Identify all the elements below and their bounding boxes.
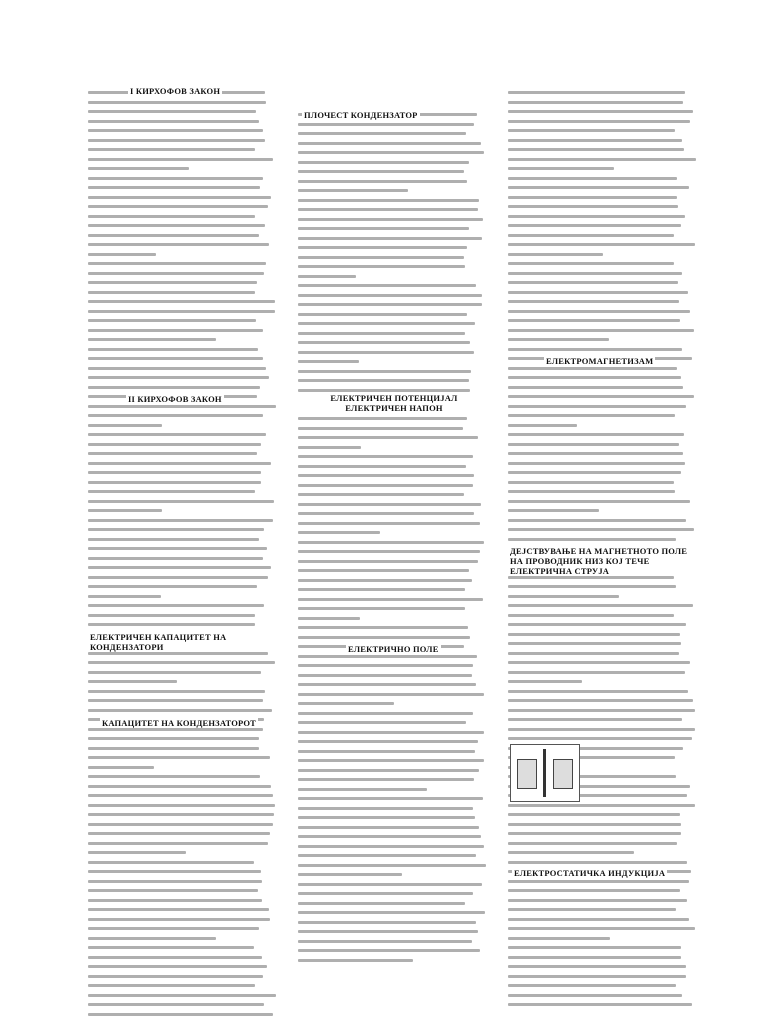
- body-text-line: [88, 335, 276, 345]
- body-text-line: [88, 155, 276, 165]
- body-text-line: [298, 471, 486, 481]
- body-text-line: [88, 563, 276, 573]
- body-text-line: [88, 478, 276, 488]
- body-text-line: [88, 297, 276, 307]
- body-text-line: [298, 234, 486, 244]
- body-text-line: [508, 297, 696, 307]
- body-text-line: [298, 205, 486, 215]
- body-text-line: [508, 924, 696, 934]
- body-text-line: [88, 782, 276, 792]
- body-text-line: [88, 801, 276, 811]
- column-3: [508, 0, 696, 1024]
- body-text-line: [298, 956, 486, 966]
- body-text-line: [88, 430, 276, 440]
- body-text-line: [298, 196, 486, 206]
- body-text-line: [508, 174, 696, 184]
- body-text-line: [88, 848, 276, 858]
- body-text-line: [88, 981, 276, 991]
- body-text-line: [508, 221, 696, 231]
- body-text-line: [298, 623, 486, 633]
- body-text-line: [298, 946, 486, 956]
- body-text-line: [508, 459, 696, 469]
- body-text-line: [88, 791, 276, 801]
- body-text-line: [508, 848, 696, 858]
- body-text-line: [508, 259, 696, 269]
- body-text-line: [298, 633, 486, 643]
- body-text-line: [508, 991, 696, 1001]
- body-text-line: [298, 851, 486, 861]
- body-text-line: [508, 601, 696, 611]
- body-text-line: [298, 785, 486, 795]
- body-text-line: [88, 126, 276, 136]
- body-text-line: [298, 595, 486, 605]
- body-text-line: [508, 250, 696, 260]
- body-text-line: [88, 991, 276, 1001]
- body-text-line: [88, 943, 276, 953]
- body-text-line: [298, 528, 486, 538]
- body-text-line: [88, 962, 276, 972]
- body-text-line: [298, 167, 486, 177]
- body-text-line: [298, 832, 486, 842]
- body-text-line: [88, 772, 276, 782]
- body-text-line: [508, 145, 696, 155]
- body-text-line: [88, 867, 276, 877]
- body-text-line: [298, 690, 486, 700]
- body-text-line: [298, 509, 486, 519]
- body-text-line: [508, 592, 696, 602]
- body-text-line: [508, 1000, 696, 1010]
- body-text-line: [88, 174, 276, 184]
- body-text-line: [508, 107, 696, 117]
- body-text-line: [508, 687, 696, 697]
- body-text-line: [88, 573, 276, 583]
- body-text-line: [298, 880, 486, 890]
- body-text-line: [508, 392, 696, 402]
- body-text-line: [508, 972, 696, 982]
- body-text-line: [88, 620, 276, 630]
- body-text-line: [508, 269, 696, 279]
- body-text-line: [508, 620, 696, 630]
- body-text-line: [298, 557, 486, 567]
- body-text-line: [88, 611, 276, 621]
- body-text-line: [88, 706, 276, 716]
- body-text-line: [298, 433, 486, 443]
- body-text-line: [88, 383, 276, 393]
- body-text-line: [508, 440, 696, 450]
- body-text-line: [508, 611, 696, 621]
- body-text-line: [508, 288, 696, 298]
- body-text-line: [298, 899, 486, 909]
- body-text-line: [88, 98, 276, 108]
- column-2-text: [298, 0, 486, 965]
- body-text-line: [298, 661, 486, 671]
- body-text-line: [298, 319, 486, 329]
- body-text-line: [508, 411, 696, 421]
- body-text-line: [508, 126, 696, 136]
- body-text-line: [298, 937, 486, 947]
- body-text-line: [508, 478, 696, 488]
- body-text-line: [508, 696, 696, 706]
- body-text-line: [298, 604, 486, 614]
- body-text-line: [88, 221, 276, 231]
- body-text-line: [298, 462, 486, 472]
- body-text-line: [298, 129, 486, 139]
- column-2: [298, 0, 486, 1024]
- body-text-line: [88, 601, 276, 611]
- body-text-line: [88, 278, 276, 288]
- body-text-line: [508, 582, 696, 592]
- body-text-line: [88, 202, 276, 212]
- body-text-line: [298, 728, 486, 738]
- body-text-line: [88, 753, 276, 763]
- body-text-line: [508, 307, 696, 317]
- body-text-line: [298, 614, 486, 624]
- body-text-line: [88, 307, 276, 317]
- body-text-line: [88, 231, 276, 241]
- body-text-line: [298, 243, 486, 253]
- body-text-line: [508, 953, 696, 963]
- heading-kirchhoff-2: II КИРХОФОВ ЗАКОН: [128, 394, 222, 404]
- body-text-line: [508, 373, 696, 383]
- body-text-line: [298, 414, 486, 424]
- body-text-line: [508, 202, 696, 212]
- body-text-line: [508, 98, 696, 108]
- body-text-line: [508, 858, 696, 868]
- body-text-line: [298, 490, 486, 500]
- body-text-line: [88, 487, 276, 497]
- body-text-line: [88, 915, 276, 925]
- body-text-line: [88, 288, 276, 298]
- heading-capacitance: ЕЛЕКТРИЧЕН КАПАЦИТЕТ НА КОНДЕНЗАТОРИ: [88, 632, 276, 652]
- body-text-line: [508, 497, 696, 507]
- body-text-line: [508, 183, 696, 193]
- body-text-line: [508, 430, 696, 440]
- body-text-line: [88, 193, 276, 203]
- body-text-line: [88, 582, 276, 592]
- body-text-line: [508, 915, 696, 925]
- body-text-line: [88, 696, 276, 706]
- body-text-line: [508, 155, 696, 165]
- body-text-line: [88, 107, 276, 117]
- body-text-line: [508, 231, 696, 241]
- body-text-line: [88, 411, 276, 421]
- body-text-line: [298, 918, 486, 928]
- body-text-line: [88, 763, 276, 773]
- body-text-line: [508, 316, 696, 326]
- body-text-line: [508, 905, 696, 915]
- body-text-line: [298, 158, 486, 168]
- body-text-line: [508, 506, 696, 516]
- body-text-line: [88, 259, 276, 269]
- body-text-line: [508, 668, 696, 678]
- body-text-line: [298, 823, 486, 833]
- body-text-line: [508, 839, 696, 849]
- body-text-line: [298, 538, 486, 548]
- body-text-line: [88, 145, 276, 155]
- body-text-line: [298, 329, 486, 339]
- body-text-line: [508, 117, 696, 127]
- body-text-line: [88, 316, 276, 326]
- body-text-line: [88, 269, 276, 279]
- body-text-line: [88, 468, 276, 478]
- body-text-line: [508, 649, 696, 659]
- body-text-line: [88, 136, 276, 146]
- body-text-line: [88, 972, 276, 982]
- body-text-line: [298, 120, 486, 130]
- body-text-line: [508, 677, 696, 687]
- body-text-line: [508, 706, 696, 716]
- body-text-line: [298, 718, 486, 728]
- body-text-line: [298, 348, 486, 358]
- body-text-line: [298, 148, 486, 158]
- heading-kirchhoff-1: I КИРХОФОВ ЗАКОН: [130, 86, 221, 96]
- body-text-line: [88, 212, 276, 222]
- body-text-line: [508, 212, 696, 222]
- heading-plate-capacitor: ПЛОЧЕСТ КОНДЕНЗАТОР: [304, 110, 418, 120]
- body-text-line: [88, 592, 276, 602]
- body-text-line: [298, 737, 486, 747]
- body-text-line: [88, 677, 276, 687]
- body-text-line: [88, 1000, 276, 1010]
- body-text-line: [298, 794, 486, 804]
- body-text-line: [298, 215, 486, 225]
- body-text-line: [298, 376, 486, 386]
- body-text-line: [508, 810, 696, 820]
- body-text-line: [88, 687, 276, 697]
- body-text-line: [298, 889, 486, 899]
- body-text-line: [508, 639, 696, 649]
- body-text-line: [88, 449, 276, 459]
- body-text-line: [88, 117, 276, 127]
- body-text-line: [508, 981, 696, 991]
- body-text-line: [88, 810, 276, 820]
- body-text-line: [88, 497, 276, 507]
- body-text-line: [88, 924, 276, 934]
- body-text-line: [298, 300, 486, 310]
- column-1-text: [88, 0, 276, 1019]
- heading-electrostatic-induction: ЕЛЕКТРОСТАТИЧКА ИНДУКЦИЈА: [514, 868, 666, 878]
- body-text-line: [508, 383, 696, 393]
- body-text-line: [88, 364, 276, 374]
- body-text-line: [88, 183, 276, 193]
- body-text-line: [88, 421, 276, 431]
- body-text-line: [508, 820, 696, 830]
- body-text-line: [508, 535, 696, 545]
- body-text-line: [298, 262, 486, 272]
- body-text-line: [88, 934, 276, 944]
- body-text-line: [88, 896, 276, 906]
- body-text-line: [508, 896, 696, 906]
- body-text-line: [298, 272, 486, 282]
- body-text-line: [298, 576, 486, 586]
- body-text-line: [508, 962, 696, 972]
- body-text-line: [298, 519, 486, 529]
- body-text-line: [508, 725, 696, 735]
- body-text-line: [508, 525, 696, 535]
- body-text-line: [88, 877, 276, 887]
- body-text-line: [88, 820, 276, 830]
- column-3-text: [508, 0, 696, 1010]
- body-text-line: [298, 766, 486, 776]
- heading-capacitor-capacity: КАПАЦИТЕТ НА КОНДЕНЗАТОРОТ: [102, 718, 257, 728]
- body-text-line: [298, 680, 486, 690]
- body-text-line: [298, 452, 486, 462]
- body-text-line: [298, 253, 486, 263]
- body-text-line: [88, 354, 276, 364]
- body-text-line: [88, 459, 276, 469]
- body-text-line: [88, 373, 276, 383]
- heading-electric-field: ЕЛЕКТРИЧНО ПОЛЕ: [348, 644, 439, 654]
- body-text-line: [88, 829, 276, 839]
- body-text-line: [508, 449, 696, 459]
- body-text-line: [298, 338, 486, 348]
- body-text-line: [298, 671, 486, 681]
- body-text-line: [298, 281, 486, 291]
- body-text-line: [88, 734, 276, 744]
- body-text-line: [508, 421, 696, 431]
- body-text-line: [298, 585, 486, 595]
- body-text-line: [298, 861, 486, 871]
- body-text-line: [298, 500, 486, 510]
- body-text-line: [298, 310, 486, 320]
- body-text-line: [508, 240, 696, 250]
- body-text-line: [88, 658, 276, 668]
- body-text-line: [88, 886, 276, 896]
- body-text-line: [88, 544, 276, 554]
- body-text-line: [508, 829, 696, 839]
- body-text-line: [298, 443, 486, 453]
- body-text-line: [88, 554, 276, 564]
- body-text-line: [298, 927, 486, 937]
- body-text-line: [88, 905, 276, 915]
- heading-magnetic-force: ДЕЈСТВУВАЊЕ НА МАГНЕТНОТО ПОЛЕ НА ПРОВОДНИК НИЗ КОЈ ТЕЧЕ ЕЛЕКТРИЧНА СТРУЈА: [508, 546, 696, 576]
- body-text-line: [298, 424, 486, 434]
- body-text-line: [298, 804, 486, 814]
- body-text-line: [298, 291, 486, 301]
- body-text-line: [298, 699, 486, 709]
- body-text-line: [508, 468, 696, 478]
- body-text-line: [508, 658, 696, 668]
- body-text-line: [88, 535, 276, 545]
- body-text-line: [298, 139, 486, 149]
- heading-electromagnetism: ЕЛЕКТРОМАГНЕТИЗАМ: [546, 356, 654, 366]
- body-text-line: [88, 506, 276, 516]
- body-text-line: [508, 326, 696, 336]
- column-1: [88, 0, 276, 1024]
- body-text-line: [88, 164, 276, 174]
- body-text-line: [508, 516, 696, 526]
- body-text-line: [88, 525, 276, 535]
- body-text-line: [298, 177, 486, 187]
- body-text-line: [508, 278, 696, 288]
- body-text-line: [298, 566, 486, 576]
- heading-potential: ЕЛЕКТРИЧЕН ПОТЕНЦИЈАЛ ЕЛЕКТРИЧЕН НАПОН: [298, 393, 486, 413]
- body-text-line: [88, 345, 276, 355]
- magnet-conductor-figure: [510, 744, 580, 802]
- body-text-line: [298, 709, 486, 719]
- body-text-line: [508, 345, 696, 355]
- body-text-line: [508, 193, 696, 203]
- body-text-line: [298, 870, 486, 880]
- body-text-line: [298, 842, 486, 852]
- body-text-line: [508, 886, 696, 896]
- body-text-line: [88, 326, 276, 336]
- body-text-line: [88, 839, 276, 849]
- body-text-line: [298, 186, 486, 196]
- body-text-line: [88, 240, 276, 250]
- body-text-line: [298, 908, 486, 918]
- body-text-line: [298, 747, 486, 757]
- body-text-line: [298, 813, 486, 823]
- body-text-line: [88, 440, 276, 450]
- body-text-line: [88, 250, 276, 260]
- body-text-line: [508, 136, 696, 146]
- body-text-line: [88, 668, 276, 678]
- body-text-line: [508, 715, 696, 725]
- body-text-line: [508, 630, 696, 640]
- body-text-line: [298, 481, 486, 491]
- body-text-line: [508, 335, 696, 345]
- body-text-line: [298, 775, 486, 785]
- body-text-line: [88, 858, 276, 868]
- body-text-line: [298, 224, 486, 234]
- body-text-line: [508, 934, 696, 944]
- body-text-line: [88, 953, 276, 963]
- body-text-line: [508, 734, 696, 744]
- body-text-line: [88, 516, 276, 526]
- body-text-line: [88, 744, 276, 754]
- body-text-line: [508, 88, 696, 98]
- body-text-line: [508, 164, 696, 174]
- body-text-line: [298, 367, 486, 377]
- body-text-line: [508, 402, 696, 412]
- body-text-line: [298, 357, 486, 367]
- body-text-line: [298, 756, 486, 766]
- body-text-line: [298, 547, 486, 557]
- body-text-line: [88, 1010, 276, 1020]
- body-text-line: [508, 487, 696, 497]
- body-text-line: [508, 943, 696, 953]
